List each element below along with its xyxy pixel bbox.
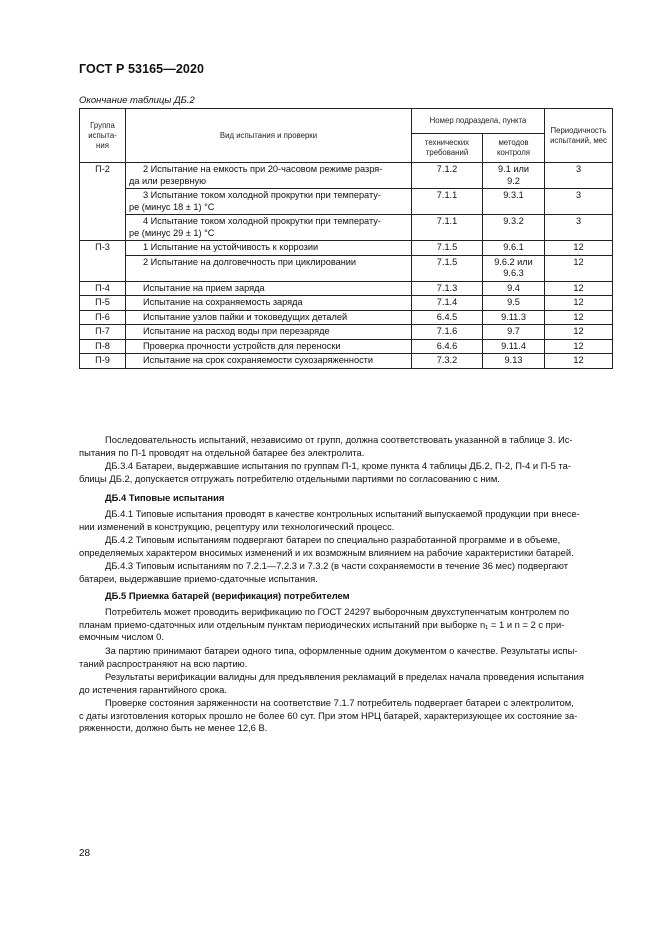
cell-group: П-6 bbox=[80, 310, 126, 325]
test-name-line: 2 Испытание на долговечность при циклировании bbox=[143, 256, 357, 267]
method-line: 9.6.3 bbox=[503, 268, 524, 278]
method-line: 9.11.3 bbox=[501, 311, 526, 322]
table-row bbox=[80, 255, 613, 281]
cell-test-name bbox=[126, 339, 412, 354]
test-name-line: ре (минус 29 ± 1) °С bbox=[129, 227, 215, 238]
heading-db-4: ДБ.4 Типовые испытания bbox=[105, 492, 225, 503]
cell-tech-requirements: 7.1.5 bbox=[412, 255, 483, 281]
cell-test-name bbox=[126, 354, 412, 369]
cell-periodicity: 12 bbox=[545, 255, 613, 281]
test-name-line: 4 Испытание током холодной прокрутки при температу- bbox=[143, 216, 381, 226]
cell-periodicity: 3 bbox=[545, 163, 613, 189]
text-line: таний распространяют на всю партию. bbox=[79, 657, 248, 669]
table-row bbox=[80, 163, 613, 189]
cell-test-name bbox=[126, 296, 412, 311]
method-line: 9.3.1 bbox=[503, 190, 524, 200]
cell-test-name bbox=[126, 189, 412, 215]
table-row bbox=[80, 215, 613, 241]
method-line: 9.7 bbox=[507, 326, 520, 336]
cell-group: П-4 bbox=[80, 281, 126, 296]
cell-periodicity: 3 bbox=[545, 215, 613, 241]
paragraph-results bbox=[79, 671, 612, 696]
test-name-line: 2 Испытание на емкость при 20-часовом режиме разря- bbox=[143, 164, 383, 174]
method-line: 9.6.1 bbox=[503, 242, 524, 252]
text-line: батареи, выдержавшие приемо-сдаточные испытания. bbox=[79, 572, 318, 584]
test-name-line: 1 Испытание на устойчивость к коррозии bbox=[143, 242, 319, 252]
test-name-line: Испытание на сохраняемость заряда bbox=[143, 297, 303, 307]
test-name-line: да или резервную bbox=[129, 175, 206, 186]
method-line: 9.6.2 или bbox=[494, 256, 533, 267]
method-line: 9.3.2 bbox=[503, 216, 524, 226]
test-name-line: 3 Испытание током холодной прокрутки при температу- bbox=[143, 190, 381, 200]
cell-tech-requirements: 7.1.2 bbox=[412, 163, 483, 189]
cell-tech-requirements: 7.1.1 bbox=[412, 215, 483, 241]
method-line: 9.4 bbox=[507, 282, 520, 293]
text-line: определяемых характером вносимых изменений и их возможным влиянием на рабочие характеристики батарей. bbox=[79, 546, 574, 558]
table-row bbox=[80, 296, 613, 311]
cell-group: П-8 bbox=[80, 339, 126, 354]
text-line: За партию принимают батареи одного типа, оформленные одним документом о качестве. Результаты испы- bbox=[105, 645, 578, 656]
cell-periodicity: 3 bbox=[545, 189, 613, 215]
cell-test-name bbox=[126, 325, 412, 340]
test-table bbox=[79, 108, 613, 369]
table-row bbox=[80, 281, 613, 296]
cell-group: П-5 bbox=[80, 296, 126, 311]
table-row bbox=[80, 339, 613, 354]
cell-control-methods bbox=[483, 163, 545, 189]
cell-periodicity: 12 bbox=[545, 241, 613, 256]
document-title: ГОСТ Р 53165—2020 bbox=[79, 62, 205, 76]
header-group: Группа испыта-ния bbox=[80, 109, 126, 163]
cell-group: П-9 bbox=[80, 354, 126, 369]
cell-tech-requirements: 7.1.5 bbox=[412, 241, 483, 256]
test-name-line: Испытание узлов пайки и токоведущих деталей bbox=[143, 311, 348, 322]
cell-control-methods bbox=[483, 296, 545, 311]
cell-periodicity: 12 bbox=[545, 325, 613, 340]
paragraph-sequence bbox=[79, 434, 612, 459]
cell-group: П-3 bbox=[80, 241, 126, 282]
table-row bbox=[80, 325, 613, 340]
cell-test-name bbox=[126, 241, 412, 256]
method-line: 9.13 bbox=[504, 355, 523, 365]
cell-tech-requirements: 7.3.2 bbox=[412, 354, 483, 369]
table-row bbox=[80, 310, 613, 325]
paragraph-db-4-2 bbox=[79, 534, 612, 559]
cell-periodicity: 12 bbox=[545, 339, 613, 354]
text-line: до истечения гарантийного срока. bbox=[79, 683, 227, 695]
cell-control-methods bbox=[483, 325, 545, 340]
cell-control-methods bbox=[483, 255, 545, 281]
text-line: ДБ.4.3 Типовым испытаниям по 7.2.1—7.2.3 и 7.3.2 (в части сохраняемости в течение 36 мес) подвергают bbox=[105, 560, 569, 571]
test-name-line: Испытание на расход воды при перезаряде bbox=[143, 326, 330, 336]
cell-control-methods bbox=[483, 281, 545, 296]
paragraph-db-4-1 bbox=[79, 508, 612, 533]
header-period: Периодичность испытаний, мес bbox=[545, 109, 613, 163]
cell-periodicity: 12 bbox=[545, 296, 613, 311]
text-line: Проверке состояния заряженности на соответствие 7.1.7 потребитель подвергает батареи с электролитом, bbox=[105, 697, 574, 708]
cell-periodicity: 12 bbox=[545, 281, 613, 296]
cell-periodicity: 12 bbox=[545, 354, 613, 369]
cell-tech-requirements: 7.1.4 bbox=[412, 296, 483, 311]
paragraph-verification bbox=[79, 606, 612, 644]
text-line: пытания по П-1 проводят на отдельной батарее без электролита. bbox=[79, 446, 365, 458]
text-line: с даты изготовления которых прошло не более 60 сут. При этом НРЦ батарей, характеризующее их состояние за- bbox=[79, 709, 578, 721]
cell-test-name bbox=[126, 163, 412, 189]
test-name-line: Испытание на прием заряда bbox=[143, 282, 265, 293]
cell-tech-requirements: 7.1.6 bbox=[412, 325, 483, 340]
text-line: емочным числом 0. bbox=[79, 631, 164, 643]
method-line: 9.5 bbox=[507, 297, 520, 307]
method-line: 9.2 bbox=[507, 175, 520, 186]
header-methods: методов контроля bbox=[483, 134, 545, 163]
header-kind: Вид испытания и проверки bbox=[126, 109, 412, 163]
text-line: Последовательность испытаний, независимо от групп, должна соответствовать указанной в таблице 3. Ис- bbox=[105, 434, 573, 445]
text-line: Потребитель может проводить верификацию по ГОСТ 24297 выборочным двухступенчатым контролем по bbox=[105, 606, 570, 617]
cell-test-name bbox=[126, 255, 412, 281]
cell-control-methods bbox=[483, 215, 545, 241]
cell-control-methods bbox=[483, 310, 545, 325]
table-row bbox=[80, 189, 613, 215]
cell-periodicity: 12 bbox=[545, 310, 613, 325]
cell-test-name bbox=[126, 281, 412, 296]
cell-tech-requirements: 7.1.3 bbox=[412, 281, 483, 296]
cell-test-name bbox=[126, 215, 412, 241]
heading-db-5: ДБ.5 Приемка батарей (верификация) потребителем bbox=[105, 590, 350, 601]
header-tech: технических требований bbox=[412, 134, 483, 163]
table-caption: Окончание таблицы ДБ.2 bbox=[79, 95, 195, 106]
paragraph-lot bbox=[79, 645, 612, 670]
text-line: нии изменений в конструкцию, рецептуру или технологический процесс. bbox=[79, 520, 395, 532]
text-line: ряженности, должно быть не менее 12,6 В. bbox=[79, 722, 268, 734]
cell-control-methods bbox=[483, 189, 545, 215]
method-line: 9.1 или bbox=[498, 164, 529, 174]
cell-control-methods bbox=[483, 354, 545, 369]
method-line: 9.11.4 bbox=[501, 340, 526, 351]
text-line: ДБ.4.1 Типовые испытания проводят в качестве контрольных испытаний выпускаемой продукции при внесе- bbox=[105, 508, 580, 519]
cell-test-name bbox=[126, 310, 412, 325]
test-name-line: ре (минус 18 ± 1) °С bbox=[129, 201, 215, 212]
page-number: 28 bbox=[79, 848, 91, 859]
cell-tech-requirements: 6.4.5 bbox=[412, 310, 483, 325]
paragraph-db-3-4 bbox=[79, 460, 612, 485]
cell-control-methods bbox=[483, 339, 545, 354]
cell-control-methods bbox=[483, 241, 545, 256]
table-row bbox=[80, 354, 613, 369]
header-subsection: Номер подраздела, пункта bbox=[412, 109, 545, 134]
text-line: блицы ДБ.2, допускается отгружать потребителю отдельными партиями по согласованию с ним. bbox=[79, 472, 500, 484]
text-line: ДБ.4.2 Типовым испытаниям подвергают батареи по специально разработанной программе и в объеме, bbox=[105, 534, 561, 545]
text-line: планам приемо-сдаточных или отдельным пунктам периодических испытаний при выборке n₁ = 1 и n = 2 с при- bbox=[79, 618, 565, 630]
test-name-line: Испытание на срок сохраняемости сухозаряженности bbox=[143, 355, 374, 365]
cell-tech-requirements: 7.1.1 bbox=[412, 189, 483, 215]
text-line: ДБ.3.4 Батареи, выдержавшие испытания по группам П-1, кроме пункта 4 таблицы ДБ.2, П-2, П-4 и П-5 та- bbox=[105, 460, 571, 471]
cell-group: П-2 bbox=[80, 163, 126, 241]
cell-tech-requirements: 6.4.6 bbox=[412, 339, 483, 354]
table-row bbox=[80, 241, 613, 256]
text-line: Результаты верификации валидны для предъявления рекламаций в пределах начала проведения испытания bbox=[105, 671, 584, 682]
cell-group: П-7 bbox=[80, 325, 126, 340]
test-name-line: Проверка прочности устройств для переноски bbox=[143, 340, 341, 351]
paragraph-db-4-3 bbox=[79, 560, 612, 585]
paragraph-charge-check bbox=[79, 697, 612, 735]
